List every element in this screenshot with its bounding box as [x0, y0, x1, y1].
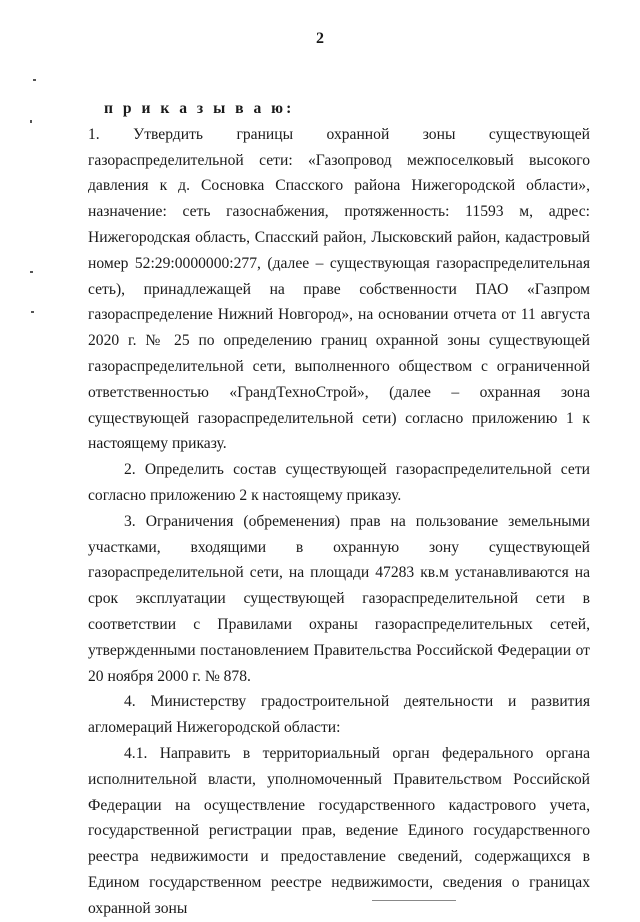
paragraph-1: 1. Утвердить границы охранной зоны существующей газораспределительной сети: «Газопровод межпоселковый высокого давления к д. Сосновка Спасского района Нижегородской области», назначение: сеть газоснабжения, протяженность: 11593 м, адрес: Нижегородская область, Спасский район, Лысковский район, кадастровый номер 52:29:0000000:277, (далее – существующая газораспределительная сеть), принадлежащей на праве собственности ПАО «Газпром газораспределение Нижний Новгород», на основании отчета от 11 августа 2020 г. № 25 по определению границ охранной зоны существующей газораспределительной сети, выполненного обществом с ограниченной ответственностью «ГрандТехноСтрой», (далее – охранная зона существующей газораспределительной сети) согласно приложению 1 к настоящему приказу. [88, 125, 590, 453]
order-heading: п р и к а з ы в а ю: [104, 100, 295, 117]
margin-mark [30, 271, 33, 273]
paragraph-4-1: 4.1. Направить в территориальный орган федерального органа исполнительной власти, уполномоченный Правительством Российской Федерации на осуществление государственного кадастрового учета, государственной регистрации прав, ведение Единого государственного реестра недвижимости и предоставление сведений, содержащихся в Едином государственном реестре недвижимости, сведения о границах охранной зоны [88, 744, 590, 917]
page-number: 2 [316, 30, 324, 47]
margin-mark [30, 120, 32, 123]
paragraph-4: 4. Министерству градостроительной деятельности и развития агломераций Нижегородской области: [88, 693, 590, 737]
footer-rule [372, 900, 456, 901]
paragraph-3: 3. Ограничения (обременения) прав на пользование земельными участками, входящими в охранную зону существующей газораспределительной сети, на площади 47283 кв.м устанавливаются на срок эксплуатации существующей газораспределительной сети в соответствии с Правилами охраны газораспределительных сетей, утвержденными постановлением Правительства Российской Федерации от 20 ноября 2000 г. № 878. [88, 512, 590, 685]
margin-mark [33, 79, 36, 81]
paragraph-2: 2. Определить состав существующей газораспределительной сети согласно приложению 2 к настоящему приказу. [88, 461, 590, 504]
margin-mark [31, 311, 34, 313]
document-body [88, 96, 590, 922]
